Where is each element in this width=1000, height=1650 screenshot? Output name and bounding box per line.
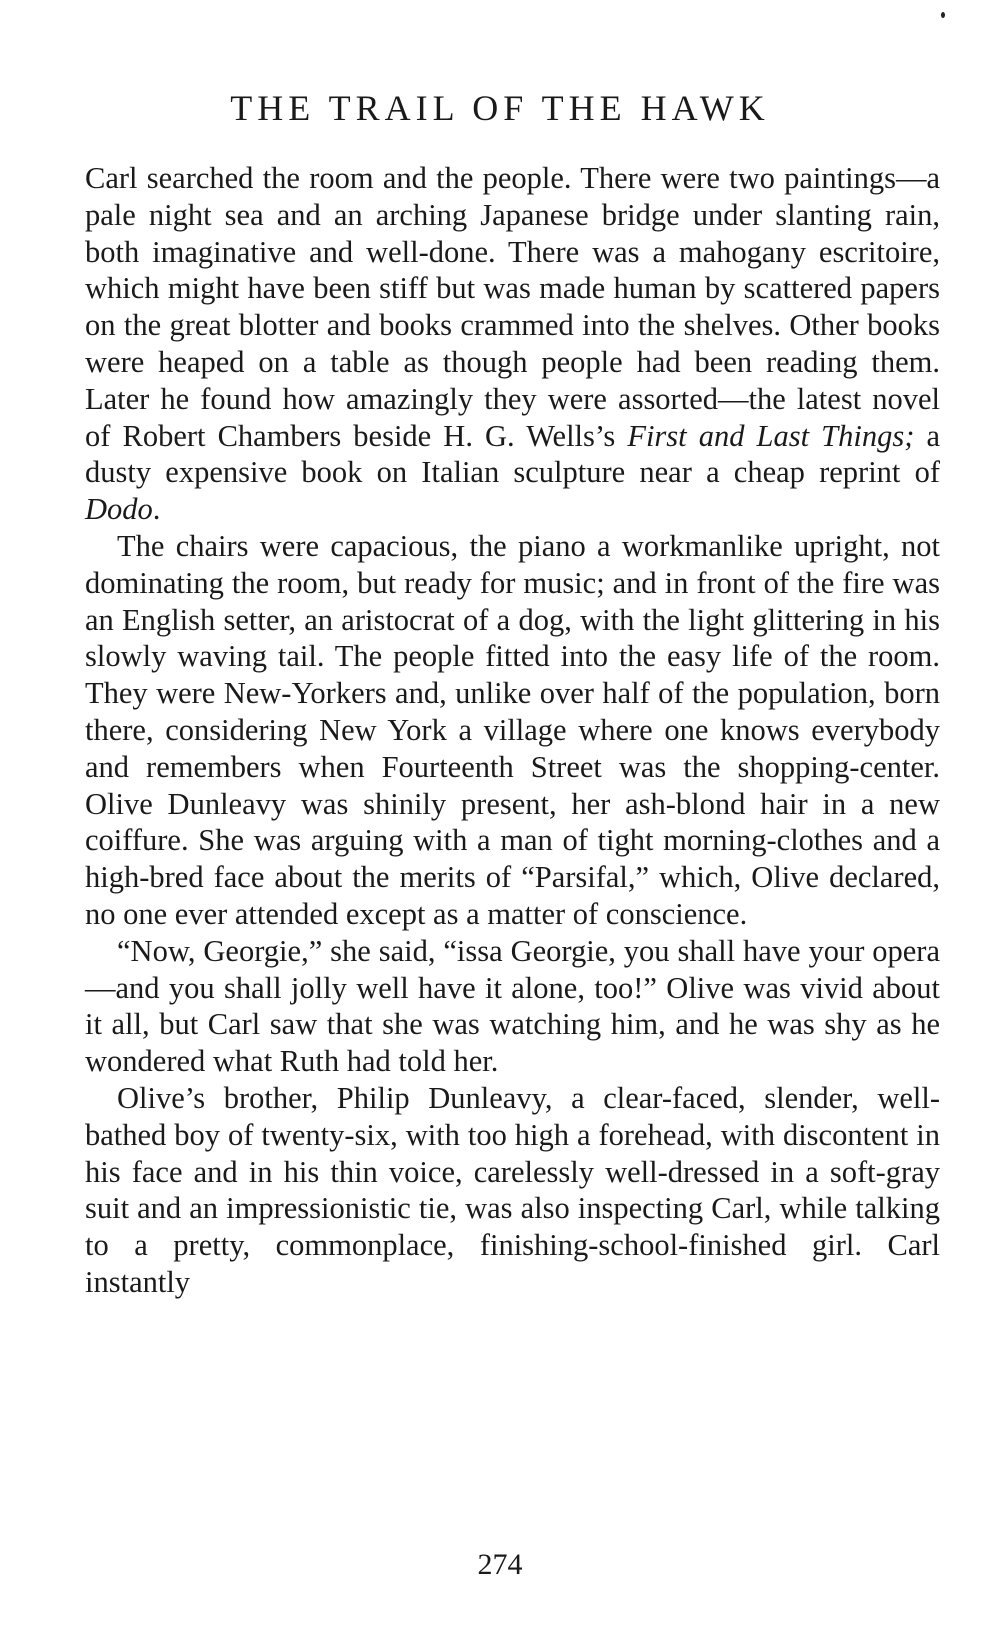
paragraph-1: Carl searched the room and the people. There were two paintings—a pale night sea and an arching Japanese bridge under slanting rain, both imaginative and well-done. There was a mahogany escritoire, which might have been stiff but was made human by scattered papers on the great blotter and books crammed into the shelves. Other books were heaped on a table as though people had been reading them. Later he found how amazingly they were assorted—the latest novel of Robert Chambers beside H. G. Wells’s First and Last Things; a dusty expensive book on Italian sculpture near a cheap reprint of Dodo. [85, 161, 940, 527]
paragraph-3: “Now, Georgie,” she said, “issa Georgie, you shall have your opera—and you shall jolly well have it alone, too!” Olive was vivid about it all, but Carl saw that she was watching him, and he was shy as he wondered what Ruth had told her. [85, 933, 940, 1079]
paragraph-2: The chairs were capacious, the piano a workmanlike upright, not dominating the room, but ready for music; and in front of the fire was an English setter, an aristocrat of a dog, with the light glittering in his slowly waving tail. The people fitted into the easy life of the room. They were New-Yorkers and, unlike over half of the population, born there, considering New York a village where one knows everybody and remembers when Fourteenth Street was the shopping-center. Olive Dunleavy was shinily present, her ash-blond hair in a new coiffure. She was arguing with a man of tight morning-clothes and a high-bred face about the merits of “Parsifal,” which, Olive declared, no one ever attended except as a matter of conscience. [85, 528, 940, 931]
page-number: 274 [477, 1548, 523, 1581]
scan-speck [941, 12, 945, 18]
paragraph-4: Olive’s brother, Philip Dunleavy, a clear-faced, slender, well-bathed boy of twenty-six, with too high a forehead, with discontent in his face and in his thin voice, carelessly well-dressed in a soft-gray suit and an impressionistic tie, was also inspecting Carl, while talking to a pretty, commonplace, finishing-school-finished girl. Carl instantly [85, 1080, 940, 1299]
running-head: THE TRAIL OF THE HAWK [230, 88, 770, 128]
body-text [85, 160, 940, 1301]
